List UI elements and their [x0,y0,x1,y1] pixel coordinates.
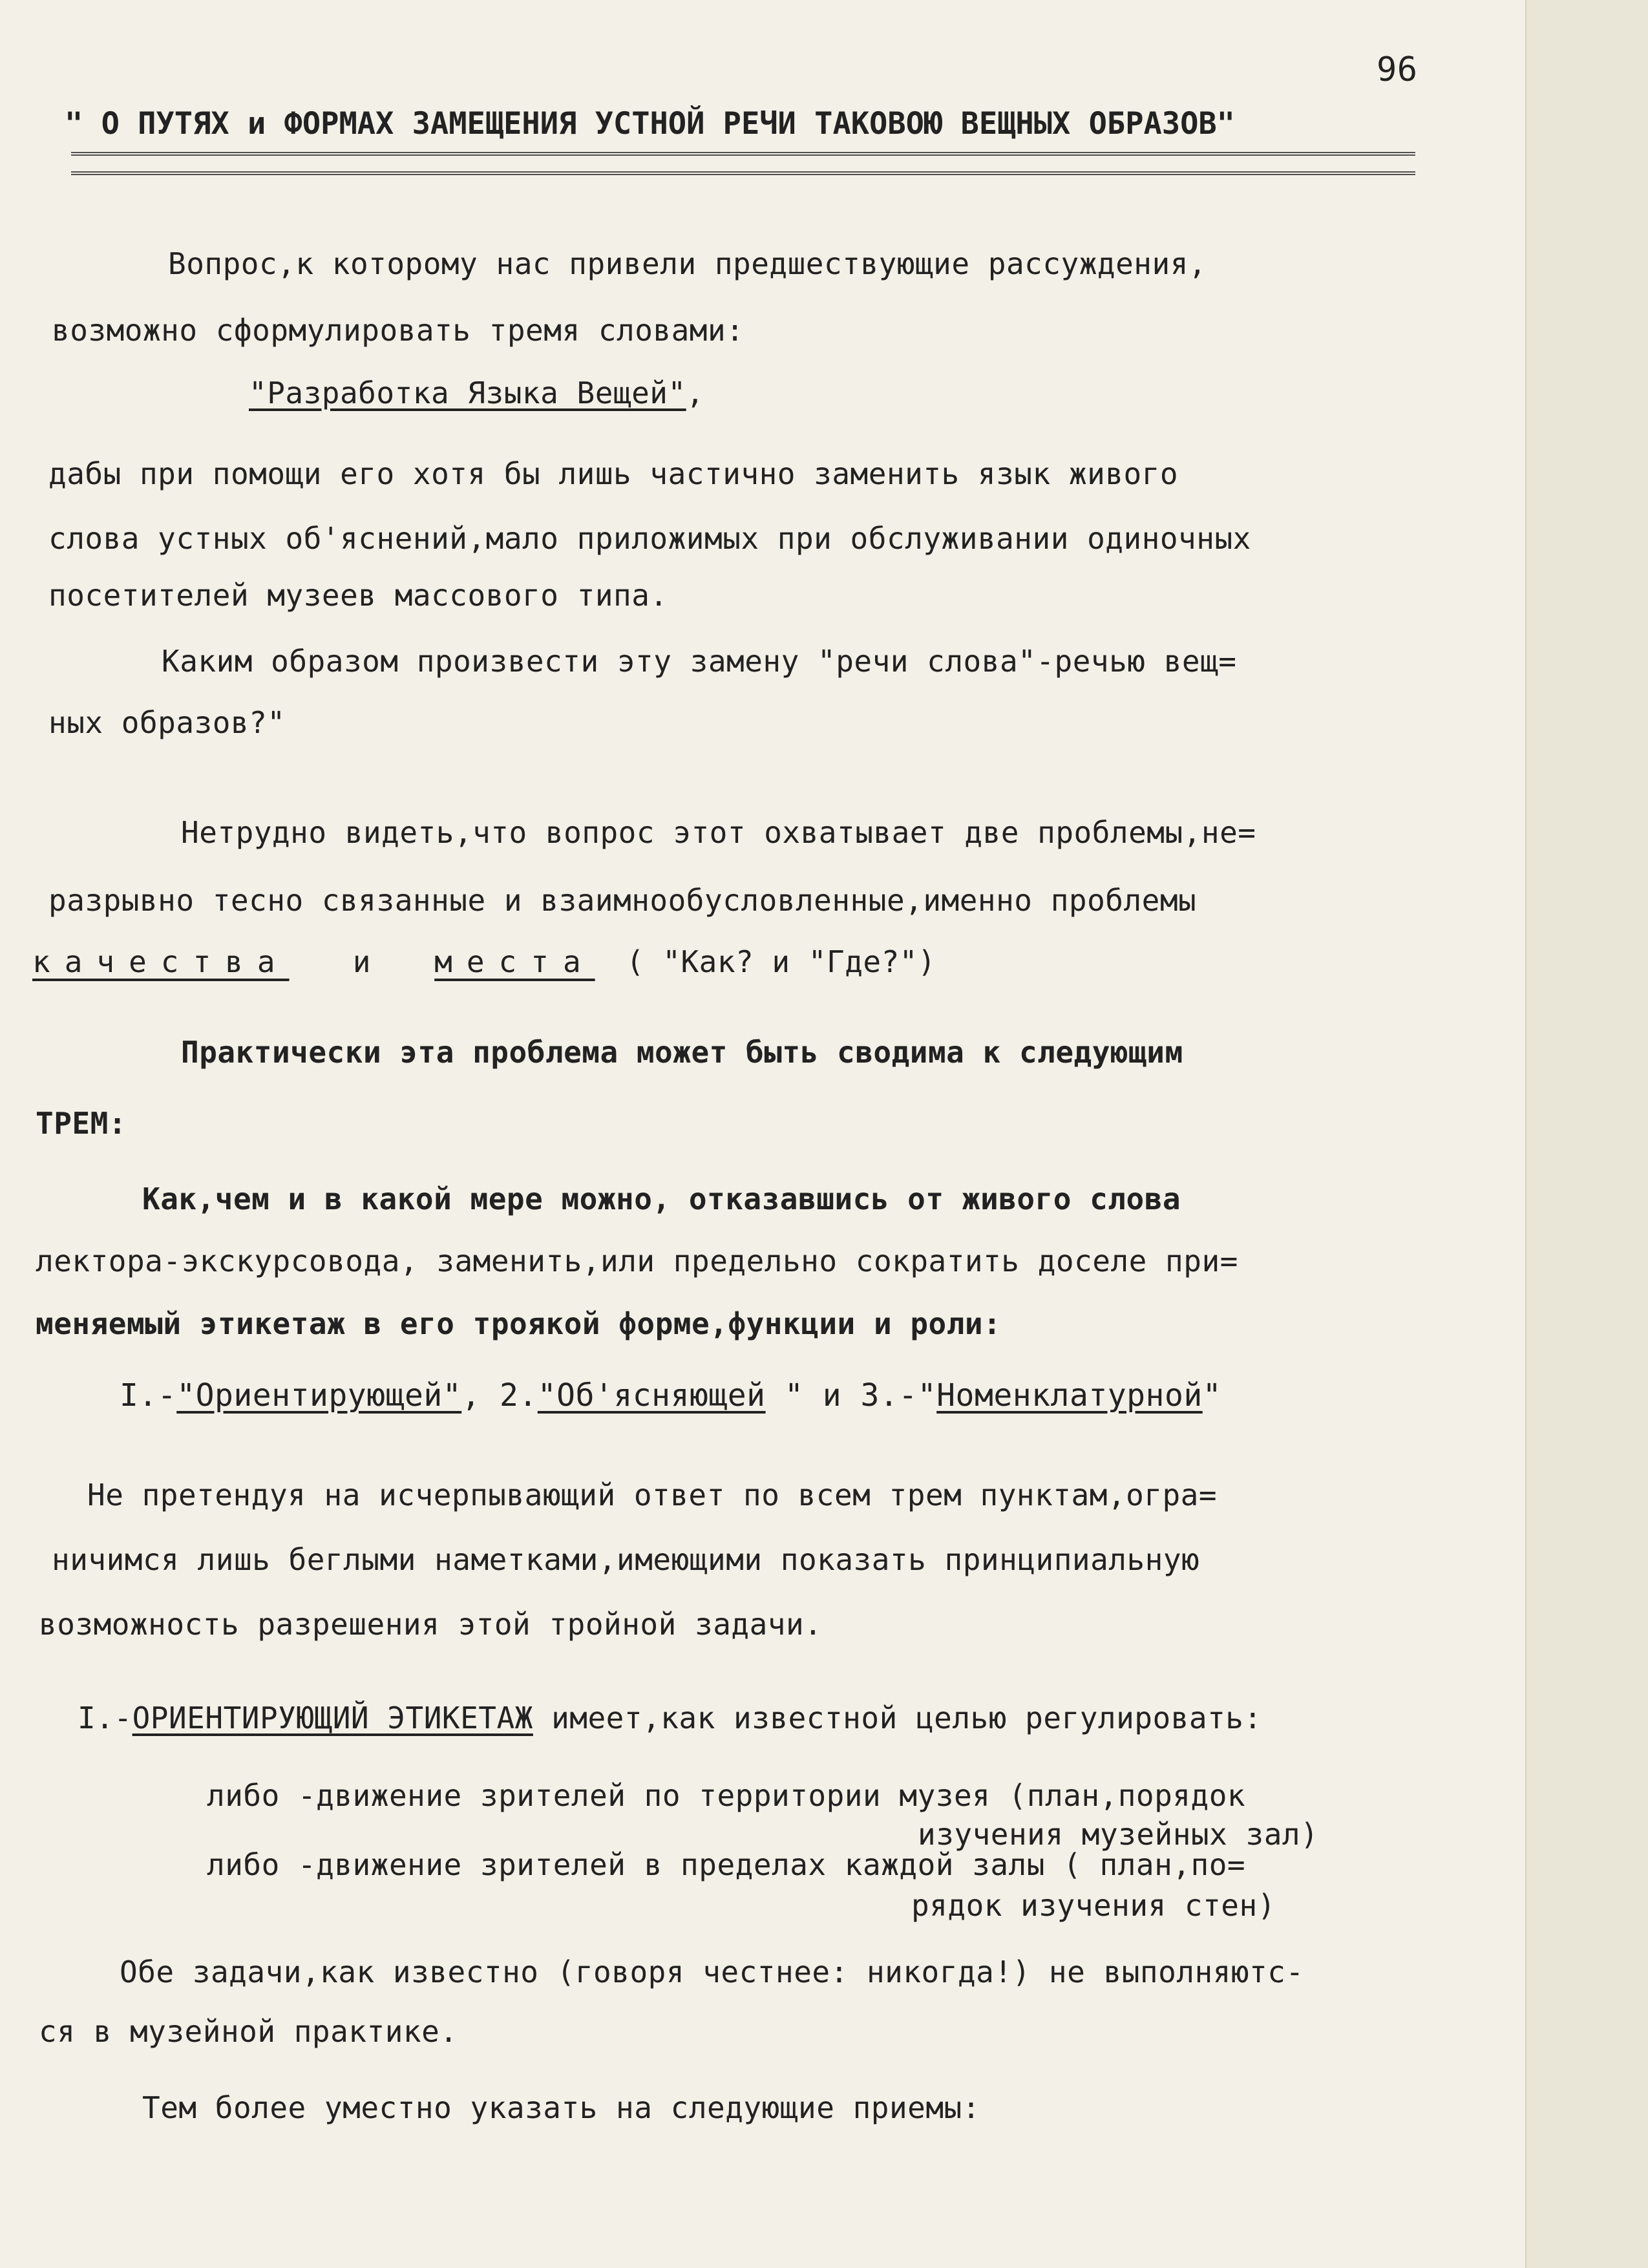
text-line: Не претендуя на исчерпывающий ответ по всем трем пунктам,огра= [87,1478,1218,1512]
text-line: Как,чем и в какой мере можно, отказавшись от живого слова [142,1182,1181,1216]
text-line: Вопрос,к которому нас привели предшествующие рассуждения, [168,246,1207,281]
centered-phrase-comma: , [686,376,704,410]
text-line: посетителей музеев массового типа. [48,578,668,613]
text-line: ТРЕМ: [36,1106,127,1141]
text-line: лектора-экскурсовода, заменить,или предельно сократить доселе при= [36,1244,1238,1278]
list-item-line: рядок изучения стен) [911,1888,1276,1923]
question-pair: ( "Как? и "Где?") [626,944,936,979]
centered-phrase [249,378,704,408]
enum-close: " [1202,1377,1222,1414]
conjunction: и [352,944,371,979]
list-item-line: изучения музейных зал) [918,1817,1319,1852]
text-line: Каким образом произвести эту замену "речи слова"-речью вещ= [162,644,1237,679]
section-number: I.- [78,1701,132,1735]
text-line: ся в музейной практике. [39,2014,458,2049]
section-heading: ОРИЕНТИРУЮЩИЙ ЭТИКЕТАЖ [132,1701,533,1735]
spaced-word-place: места [434,944,595,979]
page-edge [1525,0,1648,2268]
text-line: меняемый этикетаж в его троякой форме,функции и роли: [36,1306,1002,1341]
text-line: дабы при помощи его хотя бы лишь частично заменить язык живого [48,456,1179,491]
document-title: " О ПУТЯХ и ФОРМАХ ЗАМЕЩЕНИЯ УСТНОЙ РЕЧИ ТАКОВОЮ ВЕЩНЫХ ОБРАЗОВ" [65,106,1235,142]
text-line: ничимся лишь беглыми наметками,имеющими показать принципиальную [52,1542,1200,1577]
title-double-rule [71,152,1415,175]
enum-num-3: " и 3.-" [765,1377,937,1414]
enum-num-1: I.- [120,1377,177,1414]
text-line: Тем более уместно указать на следующие приемы: [142,2090,980,2125]
section-heading-line [78,1703,1262,1733]
list-item-line: либо -движение зрителей в пределах каждой залы ( план,по= [207,1847,1246,1882]
enumeration-line [120,1377,1222,1414]
page-number: 96 [1377,50,1418,89]
text-line: разрывно тесно связанные и взаимнообусловленные,именно проблемы [48,883,1197,918]
enum-item-explaining: "Об'ясняющей [537,1377,766,1414]
text-line: слова устных об'яснений,мало приложимых при обслуживании одиночных [48,521,1251,556]
text-line: ных образов?" [48,705,286,740]
text-line: Практически эта проблема может быть сводима к следующим [181,1035,1183,1070]
text-line [32,944,936,979]
text-line: возможность разрешения этой тройной задачи. [39,1607,823,1642]
spaced-word-quality: качества [32,944,290,979]
enum-num-2: , 2. [461,1377,538,1414]
enum-item-orienting: "Ориентирующей" [176,1377,462,1414]
section-heading-rest: имеет,как известной целью регулировать: [533,1701,1262,1735]
centered-phrase-text: "Разработка Языка Вещей" [249,376,686,410]
text-line: Нетрудно видеть,что вопрос этот охватывает две проблемы,не= [181,815,1256,850]
text-line: возможно сформулировать тремя словами: [52,313,745,348]
text-line: Обе задачи,как известно (говоря честнее: никогда!) не выполняютс- [120,1955,1304,1989]
enum-item-nomenclature: Номенклатурной [936,1377,1203,1414]
list-item-line: либо -движение зрителей по территории музея (план,порядок [207,1778,1246,1813]
